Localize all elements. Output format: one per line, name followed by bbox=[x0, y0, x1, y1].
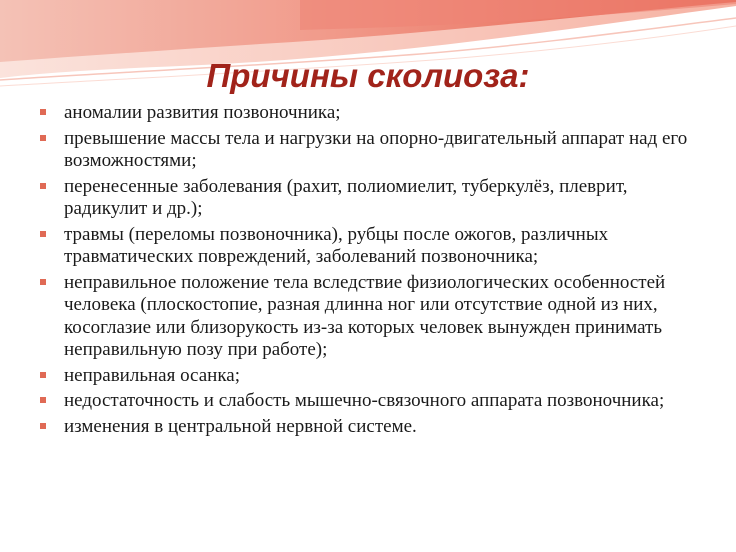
bullet-square-icon bbox=[40, 372, 46, 378]
bullet-text: перенесенные заболевания (рахит, полиомиелит, туберкулёз, плеврит, радикулит и др.); bbox=[64, 175, 628, 219]
list-item bbox=[40, 102, 700, 125]
bullet-text: аномалии развития позвоночника; bbox=[64, 102, 341, 123]
bullet-square-icon bbox=[40, 109, 46, 115]
slide-title: Причины сколиоза: bbox=[206, 57, 530, 94]
bullet-text: превышение массы тела и нагрузки на опорно-двигательный аппарат над его возможностями; bbox=[64, 127, 688, 171]
bullet-square-icon bbox=[40, 231, 46, 237]
list-item bbox=[40, 128, 700, 173]
bullet-square-icon bbox=[40, 279, 46, 285]
bullet-text: недостаточность и слабость мышечно-связочного аппарата позвоночника; bbox=[64, 390, 665, 411]
list-item bbox=[40, 224, 700, 269]
bullet-text: изменения в центральной нервной системе. bbox=[64, 415, 417, 437]
bullet-square-icon bbox=[40, 135, 46, 141]
bullet-square-icon bbox=[40, 183, 46, 189]
bullet-list bbox=[40, 102, 700, 438]
list-item bbox=[40, 272, 700, 362]
bullet-square-icon bbox=[40, 397, 46, 403]
bullet-text: неправильное положение тела вследствие физиологических особенностей человека (плоскостопие, разная длинна ног или отсутствие одной из них, косоглазие или близорукость из-за которых человек вынужден принимать неправильную позу при работе); bbox=[64, 271, 666, 360]
list-item bbox=[40, 416, 700, 439]
bullet-square-icon bbox=[40, 423, 46, 429]
bullet-text: травмы (переломы позвоночника), рубцы после ожогов, различных травматических повреждений, заболеваний позвоночника; bbox=[64, 223, 609, 267]
list-item bbox=[40, 176, 700, 221]
list-item bbox=[40, 365, 700, 388]
bullet-text: неправильная осанка; bbox=[64, 364, 240, 386]
content-area bbox=[40, 102, 700, 441]
list-item bbox=[40, 390, 700, 413]
